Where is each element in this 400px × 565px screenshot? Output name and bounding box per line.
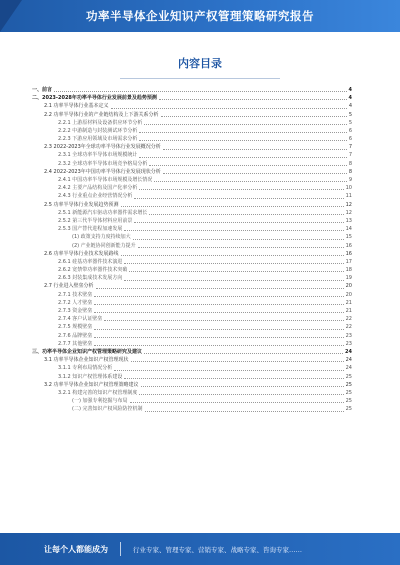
- toc-entry[interactable]: [32, 160, 352, 168]
- toc-entry-page: 6: [348, 127, 352, 134]
- toc-entry-page: 20: [345, 291, 352, 298]
- toc-entry[interactable]: [32, 299, 352, 307]
- toc-entry-text: 2.2.3 下游应用领域及市场需求分析: [58, 136, 138, 143]
- toc-entry-text: 2.7.2 人才壁垒: [58, 299, 93, 306]
- toc-entry-page: 7: [348, 152, 352, 159]
- toc-entry-page: 4: [348, 86, 352, 93]
- toc-dot-leader: [94, 296, 343, 297]
- toc-entry-page: 20: [345, 283, 352, 290]
- toc-entry-page: 8: [348, 160, 352, 167]
- toc-entry-text: 3.1.1 专利布局情况分析: [58, 365, 113, 372]
- toc-entry-text: 2.6 功率半导体行业技术发展路线: [44, 250, 119, 257]
- toc-entry[interactable]: [32, 348, 352, 356]
- toc-dot-leader: [124, 280, 343, 281]
- toc-dot-leader: [159, 99, 347, 100]
- toc-entry-page: 11: [345, 193, 352, 200]
- toc-entry[interactable]: [32, 242, 352, 250]
- toc-entry-text: 2.4 2022-2023年中国功率半导体行业发展现状分析: [44, 168, 161, 175]
- toc-entry-page: 16: [345, 250, 352, 257]
- toc-entry[interactable]: [32, 389, 352, 397]
- toc-entry-page: 21: [345, 308, 352, 315]
- toc-entry-text: 2.6.1 硅基功率器件技术演进: [58, 258, 123, 265]
- toc-entry[interactable]: [32, 381, 352, 389]
- toc-heading-divider: [120, 78, 280, 79]
- toc-entry[interactable]: [32, 340, 352, 348]
- toc-entry-page: 17: [345, 258, 352, 265]
- toc-entry-text: (二) 完善知识产权风险防控机制: [72, 406, 143, 413]
- toc-entry-page: 15: [345, 234, 352, 241]
- toc-entry-text: 2.3 2022-2023年全球功率半导体行业发展概况分析: [44, 144, 161, 151]
- toc-entry-page: 23: [345, 340, 352, 347]
- toc-entry[interactable]: [32, 217, 352, 225]
- toc-entry-text: 2.4.3 行业重点企业经营情况分析: [58, 193, 133, 200]
- toc-dot-leader: [145, 411, 344, 412]
- toc-dot-leader: [94, 337, 343, 338]
- toc-entry[interactable]: [32, 258, 352, 266]
- toc-dot-leader: [161, 116, 347, 117]
- toc-entry[interactable]: [32, 143, 352, 151]
- toc-entry[interactable]: [32, 323, 352, 331]
- toc-dot-leader: [139, 394, 343, 395]
- toc-dot-leader: [138, 247, 344, 248]
- toc-entry-page: 12: [345, 209, 352, 216]
- toc-entry-page: 9: [348, 177, 352, 184]
- toc-dot-leader: [139, 140, 346, 141]
- toc-entry-page: 6: [348, 136, 352, 143]
- report-header-banner: [0, 0, 400, 32]
- toc-dot-leader: [124, 378, 343, 379]
- toc-entry-page: 19: [345, 275, 352, 282]
- toc-dot-leader: [94, 345, 343, 346]
- toc-entry-page: 12: [345, 201, 352, 208]
- toc-entry-text: 3.1 功率半导体企业知识产权管理现状: [44, 357, 129, 364]
- toc-entry-text: 2.7.1 技术壁垒: [58, 291, 93, 298]
- toc-dot-leader: [163, 149, 347, 150]
- footer-slogan: 让每个人都能成为: [44, 544, 108, 554]
- toc-entry-page: 5: [348, 119, 352, 126]
- toc-dot-leader: [96, 288, 344, 289]
- toc-entry-text: 2.5.2 第三代半导体材料应用前景: [58, 217, 133, 224]
- footer-roles: 行业专家、管理专家、营销专家、战略专家、咨询专家……: [133, 545, 302, 554]
- toc-dot-leader: [94, 304, 343, 305]
- toc-dot-leader: [129, 271, 343, 272]
- toc-entry-page: 8: [348, 168, 352, 175]
- toc-dot-leader: [130, 402, 344, 403]
- toc-entry-text: 2.7.3 资金壁垒: [58, 308, 93, 315]
- toc-entry-text: 2.3.2 全球功率半导体市场竞争格局分析: [58, 160, 148, 167]
- toc-entry-page: 25: [345, 389, 352, 396]
- toc-entry-text: 2.7.7 其他壁垒: [58, 340, 93, 347]
- toc-entry[interactable]: [32, 86, 352, 94]
- toc-entry-page: 10: [345, 185, 352, 192]
- toc-entry[interactable]: [32, 315, 352, 323]
- toc-dot-leader: [134, 222, 343, 223]
- toc-entry-text: 2.6.2 宽禁带功率器件技术突破: [58, 267, 128, 274]
- toc-entry-text: 2.5.3 国产替代进程加速发展: [58, 226, 123, 233]
- toc-entry-page: 7: [348, 144, 352, 151]
- toc-entry[interactable]: [32, 233, 352, 241]
- toc-dot-leader: [94, 312, 343, 313]
- toc-entry-text: 2.5.1 新能源汽车驱动功率器件需求增长: [58, 209, 148, 216]
- toc-dot-leader: [111, 108, 347, 109]
- toc-entry[interactable]: [32, 192, 352, 200]
- toc-entry[interactable]: [32, 274, 352, 282]
- toc-entry-page: 25: [345, 373, 352, 380]
- toc-dot-leader: [104, 320, 343, 321]
- toc-entry[interactable]: [32, 373, 352, 381]
- toc-entry[interactable]: [32, 94, 352, 102]
- toc-entry-page: 5: [348, 111, 352, 118]
- toc-entry-text: (一) 加强专利挖掘与布局: [72, 398, 128, 405]
- toc-entry-text: 2.2.2 中游制造与封装测试环节分析: [58, 127, 138, 134]
- toc-entry[interactable]: [32, 102, 352, 110]
- toc-dot-leader: [121, 255, 344, 256]
- toc-entry-page: 4: [348, 103, 352, 110]
- toc-entry-text: 3.1.2 知识产权管理体系建设: [58, 373, 123, 380]
- toc-entry-text: 3.2 功率半导体企业知识产权管理策略建议: [44, 381, 139, 388]
- toc-entry-page: 23: [345, 332, 352, 339]
- toc-dot-leader: [139, 189, 343, 190]
- toc-entry-text: 2.3.1 全球功率半导体市场规模统计: [58, 152, 138, 159]
- toc-entry-page: 21: [345, 299, 352, 306]
- toc-entry-page: 18: [345, 267, 352, 274]
- toc-dot-leader: [131, 361, 344, 362]
- toc-entry-page: 22: [345, 324, 352, 331]
- toc-entry[interactable]: [32, 291, 352, 299]
- toc-entry[interactable]: [32, 135, 352, 143]
- toc-entry-text: 3.2.1 构建完善的知识产权管理制度: [58, 389, 138, 396]
- toc-entry[interactable]: [32, 209, 352, 217]
- toc-entry-text: 2.5 功率半导体行业发展趋势预测: [44, 201, 119, 208]
- toc-entry-page: 14: [345, 226, 352, 233]
- toc-dot-leader: [149, 165, 346, 166]
- report-footer-banner: [0, 533, 400, 565]
- toc-entry-text: 2.2.1 上游原材料及设备供应环节分析: [58, 119, 143, 126]
- toc-entry-page: 22: [345, 316, 352, 323]
- toc-entry[interactable]: [32, 119, 352, 127]
- toc-entry-text: 2.7 行业进入壁垒分析: [44, 283, 94, 290]
- toc-entry[interactable]: [32, 307, 352, 315]
- toc-entry[interactable]: [32, 364, 352, 372]
- toc-dot-leader: [133, 239, 344, 240]
- toc-dot-leader: [121, 206, 344, 207]
- toc-entry-text: 2.4.2 主要产品结构及国产化率分析: [58, 185, 138, 192]
- toc-entry-text: 三、功率半导体企业知识产权管理策略研究及建议: [32, 348, 143, 355]
- toc-entry-text: 2.7.4 客户认证壁垒: [58, 316, 103, 323]
- toc-dot-leader: [124, 230, 343, 231]
- toc-dot-leader: [54, 91, 347, 92]
- toc-entry[interactable]: [32, 201, 352, 209]
- toc-dot-leader: [124, 263, 343, 264]
- toc-entry-page: 25: [345, 406, 352, 413]
- footer-divider: [120, 542, 121, 556]
- toc-entry[interactable]: [32, 184, 352, 192]
- toc-entry-text: 一、前言: [32, 86, 53, 93]
- header-corner-decoration: [0, 0, 22, 32]
- toc-entry[interactable]: [32, 168, 352, 176]
- toc-entry[interactable]: [32, 356, 352, 364]
- toc-entry[interactable]: [32, 405, 352, 413]
- toc-entry[interactable]: [32, 283, 352, 291]
- toc-entry[interactable]: [32, 397, 352, 405]
- toc-dot-leader: [144, 353, 343, 354]
- toc-entry-page: 24: [345, 348, 352, 355]
- toc-dot-leader: [141, 386, 344, 387]
- toc-entry-text: 2.1 功率半导体行业基本定义: [44, 103, 109, 110]
- toc-dot-leader: [144, 124, 346, 125]
- toc-entry[interactable]: [32, 332, 352, 340]
- toc-dot-leader: [163, 173, 347, 174]
- toc-dot-leader: [149, 214, 343, 215]
- toc-heading: 内容目录: [178, 57, 222, 70]
- toc-entry[interactable]: [32, 266, 352, 274]
- toc-entry-page: 13: [345, 217, 352, 224]
- toc-entry-text: 2.6.3 封装集成技术发展方向: [58, 275, 123, 282]
- toc-entry-page: 16: [345, 242, 352, 249]
- toc-dot-leader: [154, 181, 346, 182]
- toc-entry-page: 25: [345, 381, 352, 388]
- toc-entry[interactable]: [32, 176, 352, 184]
- toc-entry[interactable]: [32, 225, 352, 233]
- toc-entry-text: 2.2 功率半导体行业的产业链结构及上下游关系分析: [44, 111, 159, 118]
- toc-entry[interactable]: [32, 127, 352, 135]
- toc-dot-leader: [139, 132, 346, 133]
- toc-entry-text: 二、2023-2028年功率半导体行业发展前景及趋势预测: [32, 95, 157, 102]
- toc-entry[interactable]: [32, 250, 352, 258]
- toc-entry-text: 2.7.6 品牌壁垒: [58, 332, 93, 339]
- toc-entry-page: 24: [345, 357, 352, 364]
- toc-entry-text: 2.4.1 中国功率半导体市场规模及增长情况: [58, 177, 153, 184]
- table-of-contents: [32, 86, 352, 526]
- toc-dot-leader: [114, 370, 343, 371]
- toc-dot-leader: [94, 329, 343, 330]
- toc-dot-leader: [139, 157, 346, 158]
- toc-entry-text: (1) 政策支持力度持续加大: [72, 234, 131, 241]
- toc-entry-text: 2.7.5 规模壁垒: [58, 324, 93, 331]
- toc-entry-page: 25: [345, 398, 352, 405]
- toc-entry-page: 4: [348, 95, 352, 102]
- toc-dot-leader: [134, 198, 343, 199]
- toc-entry[interactable]: [32, 152, 352, 160]
- toc-entry-text: (2) 产业链协同创新能力提升: [72, 242, 136, 249]
- report-title: 功率半导体企业知识产权管理策略研究报告: [86, 9, 314, 23]
- toc-entry-page: 24: [345, 365, 352, 372]
- toc-entry[interactable]: [32, 111, 352, 119]
